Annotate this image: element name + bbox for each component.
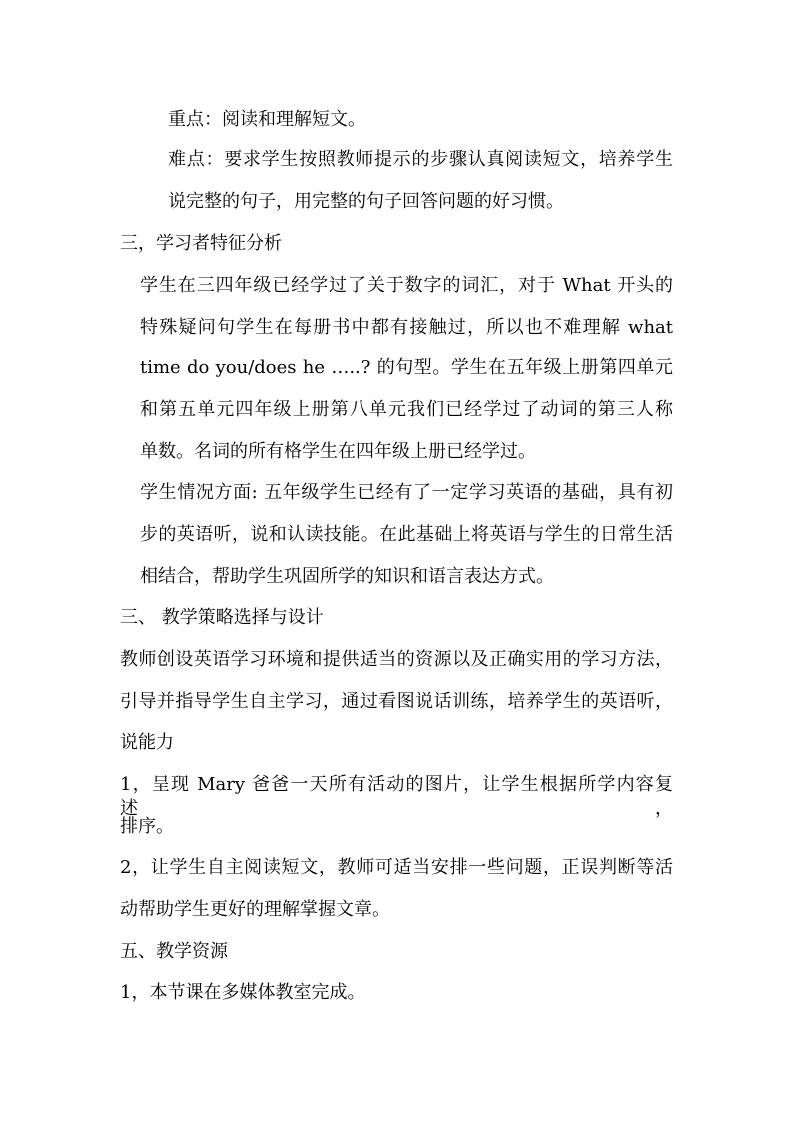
paragraph-line: 步的英语听，说和认读技能。在此基础上将英语与学生的日常生活 bbox=[140, 524, 673, 545]
key-points-line: 重点：阅读和理解短文。 bbox=[168, 109, 366, 130]
paragraph-line: 和第五单元四年级上册第八单元我们已经学过了动词的第三人称 bbox=[140, 399, 673, 420]
paragraph-line: 单数。名词的所有格学生在四年级上册已经学过。 bbox=[140, 441, 536, 462]
paragraph-line: 说能力 bbox=[120, 732, 174, 753]
paragraph-line: 学生情况方面: 五年级学生已经有了一定学习英语的基础，具有初 bbox=[140, 482, 673, 503]
list-item: 2，让学生自主阅读短文，教师可适当安排一些问题，正误判断等活 bbox=[120, 857, 673, 878]
paragraph-line: 特殊疑问句学生在每册书中都有接触过，所以也不难理解 what bbox=[140, 317, 673, 338]
list-item-continuation: 动帮助学生更好的理解掌握文章。 bbox=[120, 899, 390, 920]
section-heading-strategy: 三、 教学策略选择与设计 bbox=[120, 607, 324, 628]
paragraph-line: 学生在三四年级已经学过了关于数字的词汇，对于 What 开头的 bbox=[140, 275, 673, 296]
difficult-points-line: 难点：要求学生按照教师提示的步骤认真阅读短文，培养学生 bbox=[168, 149, 673, 170]
section-heading-learner-analysis: 三，学习者特征分析 bbox=[120, 233, 282, 254]
difficult-points-continuation: 说完整的句子，用完整的句子回答问题的好习惯。 bbox=[168, 191, 564, 212]
paragraph-line: time do you/does he …..? 的句型。学生在五年级上册第四单元 bbox=[140, 357, 673, 378]
paragraph-line: 引导并指导学生自主学习，通过看图说话训练，培养学生的英语听， bbox=[120, 691, 673, 712]
list-item-continuation: 排序。 bbox=[120, 816, 174, 837]
section-heading-resources: 五、教学资源 bbox=[120, 941, 228, 962]
list-item: 1，本节课在多媒体教室完成。 bbox=[120, 982, 366, 1003]
list-item: 1，呈现 Mary 爸爸一天所有活动的图片，让学生根据所学内容复述， bbox=[120, 774, 673, 819]
paragraph-line: 教师创设英语学习环境和提供适当的资源以及正确实用的学习方法， bbox=[120, 649, 673, 670]
paragraph-line: 相结合，帮助学生巩固所学的知识和语言表达方式。 bbox=[140, 566, 554, 587]
